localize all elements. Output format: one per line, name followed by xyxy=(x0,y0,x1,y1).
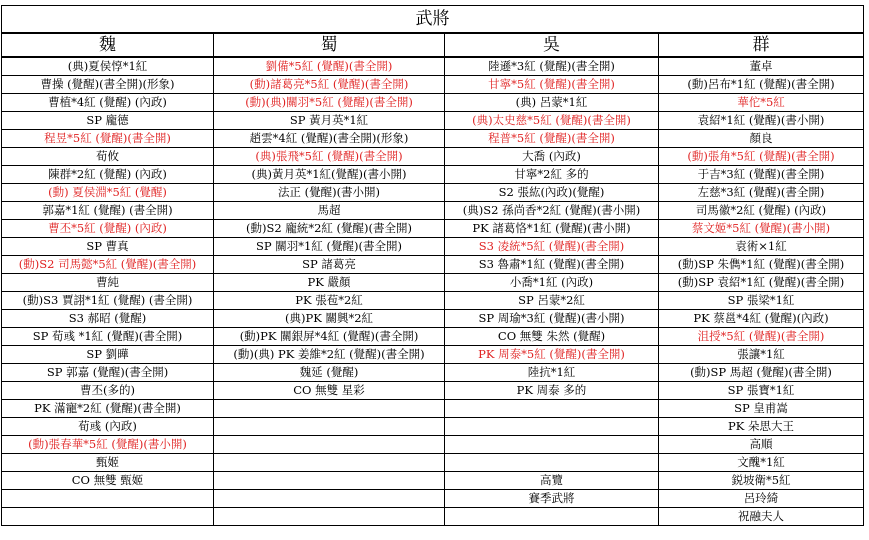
general-cell-qun: (動)張角*5紅 (覺醒)(書全開) xyxy=(659,148,864,166)
general-cell-shu: (動)PK 關銀屏*4紅 (覺醒)(書全開) xyxy=(214,328,445,346)
general-cell-shu: PK 嚴顏 xyxy=(214,274,445,292)
general-cell-wu: 賽季武將 xyxy=(445,490,659,508)
header-wu: 吳 xyxy=(445,33,659,57)
general-cell-shu: (動)諸葛亮*5紅 (覺醒)(書全開) xyxy=(214,76,445,94)
general-cell-shu: 法正 (覺醒)(書小開) xyxy=(214,184,445,202)
header-wei: 魏 xyxy=(2,33,214,57)
table-row xyxy=(2,238,864,256)
general-cell-wei: SP 劉曄 xyxy=(2,346,214,364)
general-cell-wu xyxy=(445,400,659,418)
table-row xyxy=(2,148,864,166)
sheet-title: 武將 xyxy=(2,6,864,34)
general-cell-qun: 沮授*5紅 (覺醒)(書全開) xyxy=(659,328,864,346)
general-cell-shu xyxy=(214,508,445,526)
general-cell-qun: 鋭坡衛*5紅 xyxy=(659,472,864,490)
general-cell-wei: (動) 夏侯淵*5紅 (覺醒) xyxy=(2,184,214,202)
general-cell-wu xyxy=(445,436,659,454)
general-cell-qun: 高順 xyxy=(659,436,864,454)
general-cell-wu: PK 周泰 多的 xyxy=(445,382,659,400)
general-cell-qun: SP 皇甫嵩 xyxy=(659,400,864,418)
kingdom-header-row xyxy=(2,33,864,57)
general-cell-wu: S3 凌統*5紅 (覺醒)(書全開) xyxy=(445,238,659,256)
general-cell-qun: SP 張寶*1紅 xyxy=(659,382,864,400)
table-row xyxy=(2,292,864,310)
general-cell-shu xyxy=(214,418,445,436)
general-cell-wu: (典)S2 孫尚香*2紅 (覺醒)(書小開) xyxy=(445,202,659,220)
general-cell-wei: S3 郝昭 (覺醒) xyxy=(2,310,214,328)
table-row xyxy=(2,57,864,76)
general-cell-qun: 蔡文姬*5紅 (覺醒)(書小開) xyxy=(659,220,864,238)
title-row xyxy=(2,6,864,34)
general-cell-shu: (動)(典) PK 姜維*2紅 (覺醒)(書全開) xyxy=(214,346,445,364)
table-row xyxy=(2,346,864,364)
general-cell-wei: 甄姬 xyxy=(2,454,214,472)
general-cell-wei: 曹丕*5紅 (覺醒) (內政) xyxy=(2,220,214,238)
general-cell-wu: (典)太史慈*5紅 (覺醒)(書全開) xyxy=(445,112,659,130)
general-roster-sheet xyxy=(1,5,863,526)
general-cell-shu: (典)黃月英*1紅(覺醒)(書小開) xyxy=(214,166,445,184)
table-row xyxy=(2,508,864,526)
general-cell-wei: (典)夏侯惇*1紅 xyxy=(2,57,214,76)
general-cell-qun: PK 朵思大王 xyxy=(659,418,864,436)
general-cell-qun: 張讓*1紅 xyxy=(659,346,864,364)
general-cell-wei: PK 滿寵*2紅 (覺醒)(書全開) xyxy=(2,400,214,418)
table-row xyxy=(2,76,864,94)
general-cell-wu: S2 張紘(內政)(覺醒) xyxy=(445,184,659,202)
general-cell-shu: SP 關羽*1紅 (覺醒)(書全開) xyxy=(214,238,445,256)
general-cell-wu: 陸抗*1紅 xyxy=(445,364,659,382)
general-cell-wei: 程昱*5紅 (覺醒)(書全開) xyxy=(2,130,214,148)
general-roster-table xyxy=(1,5,864,526)
general-cell-wei: (動)S2 司馬懿*5紅 (覺醒)(書全開) xyxy=(2,256,214,274)
general-cell-qun: PK 蔡邕*4紅 (覺醒)(內政) xyxy=(659,310,864,328)
general-cell-wu: CO 無雙 朱然 (覺醒) xyxy=(445,328,659,346)
general-cell-shu: CO 無雙 星彩 xyxy=(214,382,445,400)
general-cell-shu xyxy=(214,436,445,454)
table-row xyxy=(2,220,864,238)
general-cell-qun: (動)SP 朱儁*1紅 (覺醒)(書全開) xyxy=(659,256,864,274)
general-cell-shu: 馬超 xyxy=(214,202,445,220)
general-cell-shu: 趙雲*4紅 (覺醒)(書全開)(形象) xyxy=(214,130,445,148)
general-cell-shu: 劉備*5紅 (覺醒)(書全開) xyxy=(214,57,445,76)
general-cell-wei xyxy=(2,490,214,508)
table-row xyxy=(2,202,864,220)
table-row xyxy=(2,112,864,130)
general-cell-wei: CO 無雙 甄姬 xyxy=(2,472,214,490)
general-cell-wei: 曹操 (覺醒)(書全開)(形象) xyxy=(2,76,214,94)
general-cell-wei: 荀攸 xyxy=(2,148,214,166)
general-cell-shu: (典)張飛*5紅 (覺醒)(書全開) xyxy=(214,148,445,166)
general-cell-shu xyxy=(214,472,445,490)
general-cell-shu: (動)(典)關羽*5紅 (覺醒)(書全開) xyxy=(214,94,445,112)
table-row xyxy=(2,256,864,274)
general-cell-wu: (典) 呂蒙*1紅 xyxy=(445,94,659,112)
general-cell-wei: 陳群*2紅 (覺醒) (內政) xyxy=(2,166,214,184)
general-cell-wu: SP 周瑜*3紅 (覺醒)(書小開) xyxy=(445,310,659,328)
header-shu: 蜀 xyxy=(214,33,445,57)
table-row xyxy=(2,490,864,508)
general-cell-wei: SP 荀彧 *1紅 (覺醒)(書全開) xyxy=(2,328,214,346)
general-cell-wu xyxy=(445,454,659,472)
table-row xyxy=(2,274,864,292)
general-cell-wu: SP 呂蒙*2紅 xyxy=(445,292,659,310)
table-row xyxy=(2,400,864,418)
general-cell-qun: 司馬徽*2紅 (覺醒) (內政) xyxy=(659,202,864,220)
roster-body xyxy=(2,57,864,526)
general-cell-wu: S3 魯肅*1紅 (覺醒)(書全開) xyxy=(445,256,659,274)
general-cell-shu: SP 黃月英*1紅 xyxy=(214,112,445,130)
table-row xyxy=(2,418,864,436)
general-cell-wei: SP 郭嘉 (覺醒)(書全開) xyxy=(2,364,214,382)
general-cell-wei: 曹植*4紅 (覺醒) (內政) xyxy=(2,94,214,112)
general-cell-wei: 荀彧 (內政) xyxy=(2,418,214,436)
general-cell-wei: 郭嘉*1紅 (覺醒) (書全開) xyxy=(2,202,214,220)
general-cell-qun: 文醜*1紅 xyxy=(659,454,864,472)
table-row xyxy=(2,454,864,472)
general-cell-wei: (動)張春華*5紅 (覺醒)(書小開) xyxy=(2,436,214,454)
general-cell-shu xyxy=(214,490,445,508)
general-cell-shu xyxy=(214,400,445,418)
table-row xyxy=(2,310,864,328)
general-cell-qun: 華佗*5紅 xyxy=(659,94,864,112)
general-cell-wei xyxy=(2,508,214,526)
general-cell-qun: 呂玲綺 xyxy=(659,490,864,508)
general-cell-qun: (動)呂布*1紅 (覺醒)(書全開) xyxy=(659,76,864,94)
general-cell-wei: SP 龐德 xyxy=(2,112,214,130)
general-cell-wu: 小喬*1紅 (內政) xyxy=(445,274,659,292)
general-cell-shu: (動)S2 龐統*2紅 (覺醒)(書全開) xyxy=(214,220,445,238)
general-cell-wu: 甘寧*5紅 (覺醒)(書全開) xyxy=(445,76,659,94)
general-cell-wu: 高覽 xyxy=(445,472,659,490)
table-row xyxy=(2,436,864,454)
table-row xyxy=(2,472,864,490)
general-cell-wu xyxy=(445,418,659,436)
general-cell-shu: 魏延 (覺醒) xyxy=(214,364,445,382)
general-cell-shu: PK 張苞*2紅 xyxy=(214,292,445,310)
general-cell-qun: 董卓 xyxy=(659,57,864,76)
general-cell-qun: 祝融夫人 xyxy=(659,508,864,526)
general-cell-qun: 顏良 xyxy=(659,130,864,148)
general-cell-wu: 甘寧*2紅 多的 xyxy=(445,166,659,184)
general-cell-qun: 左慈*3紅 (覺醒)(書全開) xyxy=(659,184,864,202)
table-row xyxy=(2,364,864,382)
general-cell-wei: 曹丕(多的) xyxy=(2,382,214,400)
header-qun: 群 xyxy=(659,33,864,57)
table-row xyxy=(2,166,864,184)
table-row xyxy=(2,184,864,202)
table-row xyxy=(2,130,864,148)
general-cell-wu: 大喬 (內政) xyxy=(445,148,659,166)
table-row xyxy=(2,328,864,346)
general-cell-wu: PK 諸葛恪*1紅 (覺醒)(書小開) xyxy=(445,220,659,238)
general-cell-qun: SP 張梁*1紅 xyxy=(659,292,864,310)
general-cell-qun: 袁術×1紅 xyxy=(659,238,864,256)
table-row xyxy=(2,382,864,400)
general-cell-wei: 曹純 xyxy=(2,274,214,292)
general-cell-wu: 程普*5紅 (覺醒)(書全開) xyxy=(445,130,659,148)
general-cell-qun: (動)SP 袁紹*1紅 (覺醒)(書全開) xyxy=(659,274,864,292)
general-cell-wei: SP 曹真 xyxy=(2,238,214,256)
general-cell-shu: (典)PK 關興*2紅 xyxy=(214,310,445,328)
general-cell-wu: 陸遜*3紅 (覺醒)(書全開) xyxy=(445,57,659,76)
general-cell-qun: 袁紹*1紅 (覺醒)(書小開) xyxy=(659,112,864,130)
general-cell-qun: (動)SP 馬超 (覺醒)(書全開) xyxy=(659,364,864,382)
general-cell-wu: PK 周泰*5紅 (覺醒)(書全開) xyxy=(445,346,659,364)
general-cell-wei: (動)S3 賈詡*1紅 (覺醒) (書全開) xyxy=(2,292,214,310)
general-cell-wu xyxy=(445,508,659,526)
table-row xyxy=(2,94,864,112)
general-cell-shu: SP 諸葛亮 xyxy=(214,256,445,274)
general-cell-shu xyxy=(214,454,445,472)
general-cell-qun: 于吉*3紅 (覺醒)(書全開) xyxy=(659,166,864,184)
